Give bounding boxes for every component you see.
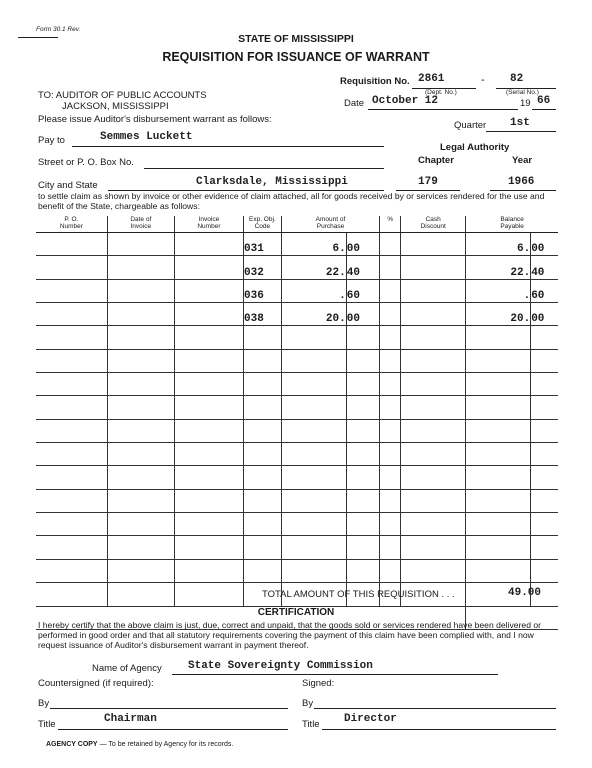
- invoice-date-cell[interactable]: [107, 326, 174, 349]
- amount-cents-cell[interactable]: 40: [346, 256, 380, 279]
- dept-no-value[interactable]: 2861: [418, 73, 445, 85]
- percent-cell[interactable]: [380, 396, 401, 419]
- settle-claim-text: to settle claim as shown by invoice or other evidence of claim attached, all for goods received by or services rendered for the use and benefit of the State, chargeable as follows:: [38, 191, 545, 211]
- invoice-date-cell[interactable]: [107, 256, 174, 279]
- balance-dollars-cell[interactable]: [466, 396, 531, 419]
- percent-cell[interactable]: [380, 489, 401, 512]
- table-row: [36, 489, 558, 512]
- exp-obj-code-cell[interactable]: 032: [244, 256, 282, 279]
- balance-cents-cell[interactable]: 40: [531, 256, 558, 279]
- percent-cell[interactable]: [380, 233, 401, 256]
- addressee-line1: TO: AUDITOR OF PUBLIC ACCOUNTS: [38, 90, 207, 101]
- amount-dollars-cell[interactable]: [281, 513, 346, 536]
- dept-no-dash: -: [481, 74, 485, 86]
- po-number-cell[interactable]: [36, 303, 107, 326]
- date-value[interactable]: October 12: [372, 95, 439, 107]
- balance-cents-cell[interactable]: [531, 349, 558, 372]
- invoice-date-cell[interactable]: [107, 233, 174, 256]
- balance-dollars-cell[interactable]: [466, 466, 531, 489]
- invoice-date-cell[interactable]: [107, 536, 174, 559]
- balance-cents-cell[interactable]: [531, 513, 558, 536]
- title-value-right[interactable]: Director: [344, 713, 397, 725]
- balance-cents-cell[interactable]: [531, 466, 558, 489]
- quarter-label: Quarter: [454, 120, 487, 131]
- table-row: [36, 303, 558, 326]
- date-label: Date: [344, 98, 365, 109]
- balance-cents-cell[interactable]: [531, 443, 558, 466]
- cash-discount-cell[interactable]: [401, 396, 466, 419]
- city-value[interactable]: Clarksdale, Mississippi: [196, 176, 348, 188]
- table-row: [36, 396, 558, 419]
- invoice-number-cell[interactable]: [174, 256, 243, 279]
- form-number: Form 30.1 Rev.: [36, 26, 81, 33]
- quarter-value[interactable]: 1st: [510, 117, 530, 129]
- exp-obj-code-cell[interactable]: [244, 513, 282, 536]
- cash-discount-cell[interactable]: [401, 326, 466, 349]
- balance-cents-cell[interactable]: [531, 373, 558, 396]
- po-number-cell[interactable]: [36, 536, 107, 559]
- date-field-line: [368, 109, 518, 110]
- percent-cell[interactable]: [380, 256, 401, 279]
- cash-discount-cell[interactable]: [401, 443, 466, 466]
- title-field-line-left: [58, 729, 288, 730]
- amount-dollars-cell[interactable]: [281, 396, 346, 419]
- po-number-cell[interactable]: [36, 256, 107, 279]
- balance-dollars-cell[interactable]: [466, 349, 531, 372]
- po-number-cell[interactable]: [36, 466, 107, 489]
- invoice-number-cell[interactable]: [174, 489, 243, 512]
- pay-to-field-line: [72, 146, 384, 147]
- invoice-date-cell[interactable]: [107, 559, 174, 582]
- balance-cents-cell[interactable]: [531, 326, 558, 349]
- balance-dollars-cell[interactable]: [466, 536, 531, 559]
- pay-to-value[interactable]: Semmes Luckett: [100, 131, 193, 143]
- street-label: Street or P. O. Box No.: [38, 157, 134, 168]
- claim-table: [36, 216, 558, 630]
- amount-cents-cell[interactable]: [346, 489, 380, 512]
- exp-obj-code-cell[interactable]: [244, 443, 282, 466]
- table-row: [36, 466, 558, 489]
- invoice-date-cell[interactable]: [107, 303, 174, 326]
- table-row: [36, 326, 558, 349]
- table-header-row: [36, 216, 558, 233]
- amount-cents-cell[interactable]: 60: [346, 279, 380, 302]
- amount-cents-cell[interactable]: [346, 419, 380, 442]
- percent-cell[interactable]: [380, 303, 401, 326]
- year-label: Year: [512, 155, 533, 166]
- amount-cents-cell[interactable]: [346, 466, 380, 489]
- balance-dollars-cell[interactable]: [466, 443, 531, 466]
- title-label-right: Title: [302, 719, 320, 730]
- po-number-cell[interactable]: [36, 583, 107, 606]
- agency-value[interactable]: State Sovereignty Commission: [188, 660, 373, 672]
- total-label: TOTAL AMOUNT OF THIS REQUISITION . . .: [262, 589, 455, 600]
- po-number-cell[interactable]: [36, 513, 107, 536]
- street-field-line: [144, 168, 384, 169]
- amount-dollars-cell[interactable]: [281, 443, 346, 466]
- col-exp-obj-code: Exp. Obj. Code: [244, 216, 282, 233]
- balance-dollars-cell[interactable]: 22.: [466, 256, 531, 279]
- invoice-date-cell[interactable]: [107, 279, 174, 302]
- exp-obj-code-cell[interactable]: [244, 419, 282, 442]
- table-row: [36, 373, 558, 396]
- invoice-date-cell[interactable]: [107, 583, 174, 606]
- invoice-date-cell[interactable]: [107, 349, 174, 372]
- percent-cell[interactable]: [380, 466, 401, 489]
- invoice-number-cell[interactable]: [174, 419, 243, 442]
- invoice-number-cell[interactable]: [174, 233, 243, 256]
- authority-year-value[interactable]: 1966: [508, 176, 535, 188]
- city-label: City and State: [38, 180, 98, 191]
- balance-dollars-cell[interactable]: [466, 513, 531, 536]
- po-number-cell[interactable]: [36, 279, 107, 302]
- amount-dollars-cell[interactable]: [281, 466, 346, 489]
- balance-cents-cell[interactable]: [531, 419, 558, 442]
- certification-title: CERTIFICATION: [257, 607, 335, 618]
- state-heading: STATE OF MISSISSIPPI: [238, 33, 354, 45]
- cash-discount-cell[interactable]: [401, 489, 466, 512]
- invoice-number-cell[interactable]: [174, 373, 243, 396]
- po-number-cell[interactable]: [36, 419, 107, 442]
- po-number-cell[interactable]: [36, 489, 107, 512]
- amount-cents-cell[interactable]: [346, 326, 380, 349]
- amount-dollars-cell[interactable]: 22.: [281, 256, 346, 279]
- col-balance-payable: Balance Payable: [466, 216, 558, 233]
- balance-cents-cell[interactable]: [531, 536, 558, 559]
- balance-dollars-cell[interactable]: [466, 419, 531, 442]
- po-number-cell[interactable]: [36, 326, 107, 349]
- exp-obj-code-cell[interactable]: [244, 373, 282, 396]
- balance-dollars-cell[interactable]: [466, 373, 531, 396]
- invoice-number-cell[interactable]: [174, 443, 243, 466]
- cash-discount-cell[interactable]: [401, 233, 466, 256]
- exp-obj-code-cell[interactable]: [244, 466, 282, 489]
- cash-discount-cell[interactable]: [401, 303, 466, 326]
- percent-cell[interactable]: [380, 373, 401, 396]
- chapter-value[interactable]: 179: [418, 176, 438, 188]
- balance-dollars-cell[interactable]: .: [466, 279, 531, 302]
- po-number-cell[interactable]: [36, 559, 107, 582]
- agency-label: Name of Agency: [92, 663, 162, 674]
- invoice-date-cell[interactable]: [107, 513, 174, 536]
- col-date-of-invoice: Date of Invoice: [107, 216, 174, 233]
- invoice-date-cell[interactable]: [107, 419, 174, 442]
- invoice-number-cell[interactable]: [174, 559, 243, 582]
- table-row: [36, 256, 558, 279]
- cash-discount-cell[interactable]: [401, 536, 466, 559]
- agency-copy-note: [46, 741, 233, 748]
- col-amount-of-purchase: Amount of Purchase: [281, 216, 380, 233]
- percent-cell[interactable]: [380, 326, 401, 349]
- exp-obj-code-cell[interactable]: 038: [244, 303, 282, 326]
- exp-obj-code-cell[interactable]: [244, 396, 282, 419]
- amount-dollars-cell[interactable]: [281, 536, 346, 559]
- balance-dollars-cell[interactable]: [466, 489, 531, 512]
- by-field-line-right: [314, 708, 556, 709]
- amount-dollars-cell[interactable]: [281, 559, 346, 582]
- balance-cents-cell[interactable]: [531, 559, 558, 582]
- balance-cents-cell[interactable]: 00: [531, 233, 558, 256]
- by-label-right: By: [302, 698, 314, 709]
- year-value[interactable]: 66: [537, 95, 551, 107]
- po-number-cell[interactable]: [36, 373, 107, 396]
- cash-discount-cell[interactable]: [401, 559, 466, 582]
- cash-discount-cell[interactable]: [401, 513, 466, 536]
- table-row: [36, 443, 558, 466]
- invoice-number-cell[interactable]: [174, 536, 243, 559]
- amount-cents-cell[interactable]: 00: [346, 303, 380, 326]
- table-row: [36, 559, 558, 582]
- percent-cell[interactable]: [380, 536, 401, 559]
- po-number-cell[interactable]: [36, 396, 107, 419]
- col-invoice-number: Invoice Number: [174, 216, 243, 233]
- amount-dollars-cell[interactable]: 20.: [281, 303, 346, 326]
- legal-authority-title: Legal Authority: [440, 142, 510, 153]
- exp-obj-code-cell[interactable]: 031: [244, 233, 282, 256]
- agency-copy-label: AGENCY COPY: [46, 741, 98, 748]
- amount-cents-cell[interactable]: [346, 536, 380, 559]
- table-row: [36, 419, 558, 442]
- year-prefix: 19: [520, 98, 531, 109]
- title-field-line-right: [322, 729, 556, 730]
- exp-obj-code-cell[interactable]: [244, 326, 282, 349]
- certification-text: I hereby certify that the above claim is just, due, correct and unpaid, that the goods sold or services rendered have been delivered or performed in good order and that all statutory requirements covering the payment of this claim have been complied with, and I now request issuance of Auditor's disbursement warrant in payment thereof.: [38, 620, 542, 650]
- cash-discount-cell[interactable]: [401, 279, 466, 302]
- agency-field-line: [172, 674, 498, 675]
- by-label-left: By: [38, 698, 50, 709]
- balance-dollars-cell[interactable]: [466, 326, 531, 349]
- total-value[interactable]: 49.00: [508, 587, 542, 599]
- balance-cents-cell[interactable]: 60: [531, 279, 558, 302]
- balance-dollars-cell[interactable]: [466, 559, 531, 582]
- requisition-label: Requisition No.: [340, 76, 410, 87]
- po-number-cell[interactable]: [36, 443, 107, 466]
- table-row: [36, 233, 558, 256]
- cash-discount-cell[interactable]: [401, 419, 466, 442]
- percent-cell[interactable]: [380, 559, 401, 582]
- percent-cell[interactable]: [380, 279, 401, 302]
- amount-cents-cell[interactable]: [346, 559, 380, 582]
- invoice-number-cell[interactable]: [174, 466, 243, 489]
- cash-discount-cell[interactable]: [401, 256, 466, 279]
- percent-cell[interactable]: [380, 443, 401, 466]
- invoice-date-cell[interactable]: [107, 466, 174, 489]
- amount-cents-cell[interactable]: [346, 349, 380, 372]
- amount-dollars-cell[interactable]: [281, 373, 346, 396]
- col-percent: %: [380, 216, 401, 233]
- balance-cents-cell[interactable]: 00: [531, 303, 558, 326]
- invoice-date-cell[interactable]: [107, 489, 174, 512]
- amount-cents-cell[interactable]: 00: [346, 233, 380, 256]
- percent-cell[interactable]: [380, 513, 401, 536]
- percent-cell[interactable]: [380, 349, 401, 372]
- invoice-number-cell[interactable]: [174, 303, 243, 326]
- table-row: [36, 513, 558, 536]
- invoice-number-cell[interactable]: [174, 513, 243, 536]
- col-po-number: P. O. Number: [36, 216, 107, 233]
- invoice-number-cell[interactable]: [174, 326, 243, 349]
- amount-dollars-cell[interactable]: .: [281, 279, 346, 302]
- table-row: [36, 536, 558, 559]
- document-title: REQUISITION FOR ISSUANCE OF WARRANT: [162, 50, 430, 64]
- amount-cents-cell[interactable]: [346, 396, 380, 419]
- instruction-text: Please issue Auditor's disbursement warrant as follows:: [38, 114, 272, 125]
- countersigned-label: Countersigned (if required):: [38, 678, 154, 689]
- balance-cents-cell[interactable]: [531, 489, 558, 512]
- balance-dollars-cell[interactable]: 6.: [466, 233, 531, 256]
- invoice-number-cell[interactable]: [174, 396, 243, 419]
- invoice-number-cell[interactable]: [174, 279, 243, 302]
- exp-obj-code-cell[interactable]: [244, 536, 282, 559]
- table-row: [36, 279, 558, 302]
- exp-obj-code-cell[interactable]: [244, 559, 282, 582]
- exp-obj-code-cell[interactable]: 036: [244, 279, 282, 302]
- invoice-date-cell[interactable]: [107, 443, 174, 466]
- po-number-cell[interactable]: [36, 233, 107, 256]
- signed-label: Signed:: [302, 678, 335, 689]
- invoice-date-cell[interactable]: [107, 373, 174, 396]
- balance-dollars-cell[interactable]: 20.: [466, 303, 531, 326]
- addressee-line2: JACKSON, MISSISSIPPI: [62, 101, 169, 112]
- invoice-number-cell[interactable]: [174, 349, 243, 372]
- amount-cents-cell[interactable]: [346, 373, 380, 396]
- title-value-left[interactable]: Chairman: [104, 713, 157, 725]
- col-cash-discount: Cash Discount: [401, 216, 466, 233]
- po-number-cell[interactable]: [36, 349, 107, 372]
- cash-discount-cell[interactable]: [401, 349, 466, 372]
- exp-obj-code-cell[interactable]: [244, 349, 282, 372]
- by-field-line-left: [50, 708, 288, 709]
- cash-discount-cell[interactable]: [401, 373, 466, 396]
- title-label-left: Title: [38, 719, 56, 730]
- invoice-date-cell[interactable]: [107, 396, 174, 419]
- table-row: [36, 349, 558, 372]
- chapter-label: Chapter: [418, 155, 454, 166]
- pay-to-label: Pay to: [38, 135, 65, 146]
- cash-discount-cell[interactable]: [401, 466, 466, 489]
- invoice-number-cell[interactable]: [174, 583, 243, 606]
- percent-cell[interactable]: [380, 419, 401, 442]
- amount-dollars-cell[interactable]: [281, 349, 346, 372]
- exp-obj-code-cell[interactable]: [244, 489, 282, 512]
- amount-dollars-cell[interactable]: 6.: [281, 233, 346, 256]
- serial-no-value[interactable]: 82: [510, 73, 524, 85]
- amount-dollars-cell[interactable]: [281, 489, 346, 512]
- amount-dollars-cell[interactable]: [281, 326, 346, 349]
- year-field-line: [532, 109, 556, 110]
- amount-cents-cell[interactable]: [346, 443, 380, 466]
- balance-cents-cell[interactable]: [531, 396, 558, 419]
- amount-dollars-cell[interactable]: [281, 419, 346, 442]
- quarter-field-line: [486, 131, 556, 132]
- serial-no-caption: (Serial No.): [506, 89, 539, 96]
- dept-no-caption: (Dept. No.): [425, 89, 457, 96]
- amount-cents-cell[interactable]: [346, 513, 380, 536]
- agency-copy-text: — To be retained by Agency for its records.: [99, 741, 234, 748]
